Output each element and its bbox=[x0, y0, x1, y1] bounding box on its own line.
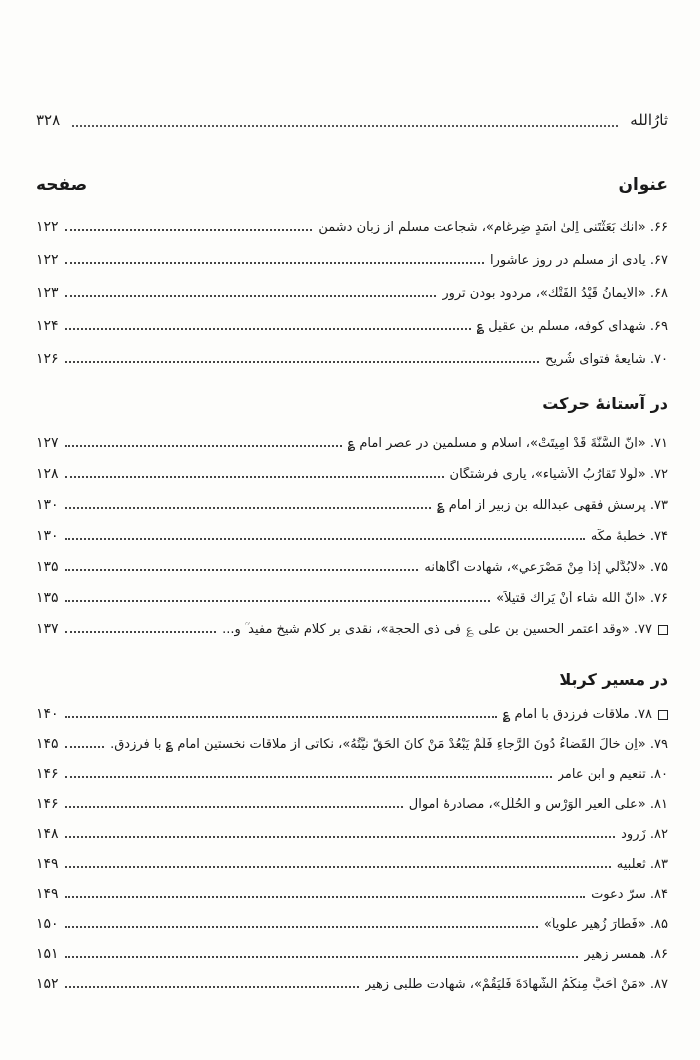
toc-entry-page-number: ۱۴۰ bbox=[36, 706, 59, 722]
dot-leader bbox=[65, 600, 491, 602]
toc-entry-title bbox=[558, 767, 668, 782]
toc-entry[interactable] bbox=[36, 752, 668, 782]
toc-entry-text: ۶۸. «الايمانُ قَيْدُ الفَتْك»، مردود بودن ترور bbox=[442, 286, 668, 301]
toc-entry[interactable] bbox=[36, 872, 668, 902]
dot-leader bbox=[65, 445, 342, 447]
dot-leader bbox=[65, 507, 431, 509]
toc-entry-title bbox=[477, 319, 668, 334]
toc-entry[interactable] bbox=[36, 782, 668, 812]
toc-entry-title bbox=[496, 591, 668, 606]
toc-entry-text: ۸۲. زَرود bbox=[621, 827, 668, 842]
header-dot-leader bbox=[72, 113, 618, 127]
toc-entry-text: ۷۹. «اِن خالَ القَضاءُ دُونَ الرَّجاءِ فَلَمْ يَبْعُدْ مَنْ كانَ الحَقّ نيَّتُهُ»، نکاتی از ملاقات نخستین امام ؏ با فرزدق. bbox=[110, 737, 668, 752]
dot-leader bbox=[65, 361, 540, 363]
header-book-title: ثارُالله bbox=[630, 111, 668, 129]
dot-leader bbox=[65, 956, 579, 958]
toc-entry-text: ۷۰. شایعهٔ فتوای شُریح bbox=[545, 352, 668, 367]
toc-entry-page-number: ۱۲۶ bbox=[36, 351, 59, 367]
header-page-number: ۳۲۸ bbox=[36, 111, 61, 129]
toc-entry[interactable] bbox=[36, 268, 668, 301]
toc-entry[interactable] bbox=[36, 575, 668, 606]
toc-entry-text: ۸۰. تنعیم و ابن عامر bbox=[557, 767, 668, 782]
toc-entry-page-number: ۱۲۳ bbox=[36, 285, 59, 301]
dot-leader bbox=[65, 569, 419, 571]
toc-entry-text: ۷۱. «انّ السُّنَّةَ قَدْ اُمِيتَتْ»، اسلام و مسلمین در عصر امام ؏ bbox=[347, 436, 668, 451]
section-heading-karbala-route: در مسیر کربلا bbox=[559, 670, 668, 689]
toc-entry-text: ۶۹. شهدای کوفه، مسلم بن عقیل ؏ bbox=[476, 319, 668, 334]
toc-entry[interactable] bbox=[36, 962, 668, 992]
toc-entry[interactable] bbox=[36, 692, 668, 722]
dot-leader bbox=[65, 866, 611, 868]
toc-entry[interactable] bbox=[36, 451, 668, 482]
toc-entry-text: ۸۵. «فَطارَ زُهير علوياً» bbox=[543, 917, 668, 932]
dot-leader bbox=[65, 896, 586, 898]
toc-entry-page-number: ۱۲۷ bbox=[36, 435, 59, 451]
toc-entry-page-number: ۱۵۱ bbox=[36, 946, 59, 962]
toc-entry-text: ۷۷. «وقد اعتمر الحسين بن علی ؏ فی ذی الحجة»، نقدی بر کلام شیخ مفید ؒ و... bbox=[222, 622, 652, 637]
toc-entry[interactable] bbox=[36, 235, 668, 268]
toc-entry-page-number: ۱۳۷ bbox=[36, 621, 59, 637]
toc-entry-text: ۸۷. «مَنْ اَحَبَّ مِنكُمُ الشَّهادَةَ فَلْيَقُمْ»، شهادت طلبی زهیر bbox=[364, 977, 668, 992]
toc-entry-text: ۶۷. یادی از مسلم در روز عاشورا bbox=[490, 253, 668, 268]
toc-entry-title bbox=[591, 887, 668, 902]
title-column-header: عنوان bbox=[618, 175, 668, 195]
toc-entry-page-number: ۱۵۲ bbox=[36, 976, 59, 992]
dot-leader bbox=[65, 716, 497, 718]
dot-leader bbox=[65, 328, 471, 330]
toc-entry-page-number: ۱۴۵ bbox=[36, 736, 59, 752]
toc-entry-title bbox=[409, 797, 668, 812]
toc-entry[interactable] bbox=[36, 334, 668, 367]
toc-entry-title bbox=[591, 529, 668, 544]
toc-entry-page-number: ۱۴۹ bbox=[36, 886, 59, 902]
dot-leader bbox=[65, 476, 444, 478]
toc-group-1 bbox=[36, 202, 668, 367]
toc-entry-title bbox=[424, 560, 668, 575]
toc-entry[interactable] bbox=[36, 301, 668, 334]
toc-section-departure bbox=[36, 420, 668, 637]
toc-entry-page-number: ۱۲۸ bbox=[36, 466, 59, 482]
toc-entry[interactable] bbox=[36, 482, 668, 513]
toc-entry-text: ۷۵. «لابُدَّلي إذاً مِنْ مَصْرَعي»، شهادت آگاهانه bbox=[424, 560, 668, 575]
toc-entry-page-number: ۱۵۰ bbox=[36, 916, 59, 932]
toc-entry-text: ۷۳. پرسش فقهی عبدالله بن زبیر از امام ؏ bbox=[437, 498, 668, 513]
toc-entry-text: ۷۸. ملاقات فرزدق با امام ؏ bbox=[502, 707, 652, 722]
running-header bbox=[36, 108, 668, 132]
toc-entry-page-number: ۱۲۲ bbox=[36, 252, 59, 268]
toc-entry-text: ۷۴. خطبهٔ مکّه bbox=[590, 529, 668, 544]
dot-leader bbox=[65, 986, 359, 988]
square-marker-icon bbox=[658, 710, 668, 720]
toc-entry-page-number: ۱۲۲ bbox=[36, 219, 59, 235]
dot-leader bbox=[65, 538, 585, 540]
toc-entry[interactable] bbox=[36, 202, 668, 235]
dot-leader bbox=[65, 836, 616, 838]
toc-entry-page-number: ۱۴۶ bbox=[36, 796, 59, 812]
toc-entry[interactable] bbox=[36, 513, 668, 544]
toc-entry-title bbox=[437, 498, 668, 513]
toc-entry[interactable] bbox=[36, 544, 668, 575]
toc-entry-page-number: ۱۳۵ bbox=[36, 559, 59, 575]
toc-entry-title bbox=[617, 857, 668, 872]
toc-entry-title bbox=[544, 917, 668, 932]
toc-entry[interactable] bbox=[36, 812, 668, 842]
dot-leader bbox=[65, 926, 538, 928]
toc-entry-page-number: ۱۴۸ bbox=[36, 826, 59, 842]
toc-entry-page-number: ۱۴۶ bbox=[36, 766, 59, 782]
toc-entry-title bbox=[365, 977, 668, 992]
toc-entry-text: ۸۳. ثعلبیه bbox=[616, 857, 668, 872]
dot-leader bbox=[65, 295, 437, 297]
dot-leader bbox=[65, 262, 484, 264]
toc-entry-text: ۸۴. سرّ دعوت bbox=[591, 887, 668, 902]
toc-entry-page-number: ۱۳۰ bbox=[36, 528, 59, 544]
toc-entry[interactable] bbox=[36, 842, 668, 872]
toc-entry[interactable] bbox=[36, 722, 668, 752]
toc-entry-title bbox=[442, 286, 668, 301]
toc-entry[interactable] bbox=[36, 932, 668, 962]
toc-entry-title bbox=[584, 947, 668, 962]
dot-leader bbox=[65, 806, 403, 808]
toc-entry-page-number: ۱۴۹ bbox=[36, 856, 59, 872]
toc-entry-text: ۷۶. «انّ اللّه شاء أنْ يَراك قتيلاً» bbox=[496, 591, 668, 606]
toc-entry-text: ۶۶. «انك بَعَثْتَنى اِلىٰ اَسَدٍ ضِرغامٍ»، شجاعت مسلم از زبان دشمن bbox=[318, 220, 668, 235]
toc-entry[interactable] bbox=[36, 902, 668, 932]
toc-entry-text: ۸۱. «على العير الوَرْس و الحُلَل»، مصادرهٔ اموال bbox=[408, 797, 668, 812]
dot-leader bbox=[65, 746, 105, 748]
dot-leader bbox=[65, 631, 217, 633]
toc-entry-title bbox=[318, 220, 668, 235]
toc-entry[interactable] bbox=[36, 606, 668, 637]
toc-entry[interactable] bbox=[36, 420, 668, 451]
toc-entry-text: ۸۶. همسر زهیر bbox=[584, 947, 668, 962]
square-marker-icon bbox=[658, 625, 668, 635]
dot-leader bbox=[65, 229, 313, 231]
page-column-header: صفحه bbox=[36, 175, 88, 195]
dot-leader bbox=[65, 776, 552, 778]
toc-entry-text: ۷۲. «لَولا تَقارُبُ الأشياء»، یاری فرشتگان bbox=[449, 467, 668, 482]
toc-entry-page-number: ۱۳۵ bbox=[36, 590, 59, 606]
toc-entry-title bbox=[348, 436, 668, 451]
toc-entry-page-number: ۱۳۰ bbox=[36, 497, 59, 513]
toc-entry-title bbox=[450, 467, 668, 482]
toc-entry-title bbox=[545, 352, 668, 367]
section-heading-departure: در آستانهٔ حرکت bbox=[542, 394, 668, 413]
toc-entry-page-number: ۱۲۴ bbox=[36, 318, 59, 334]
toc-entry-title bbox=[110, 737, 668, 752]
toc-section-karbala-route bbox=[36, 692, 668, 992]
toc-entry-title bbox=[503, 707, 668, 722]
toc-entry-title bbox=[621, 827, 668, 842]
column-headers bbox=[36, 172, 668, 198]
toc-entry-title bbox=[490, 253, 668, 268]
toc-entry-title bbox=[222, 622, 668, 637]
